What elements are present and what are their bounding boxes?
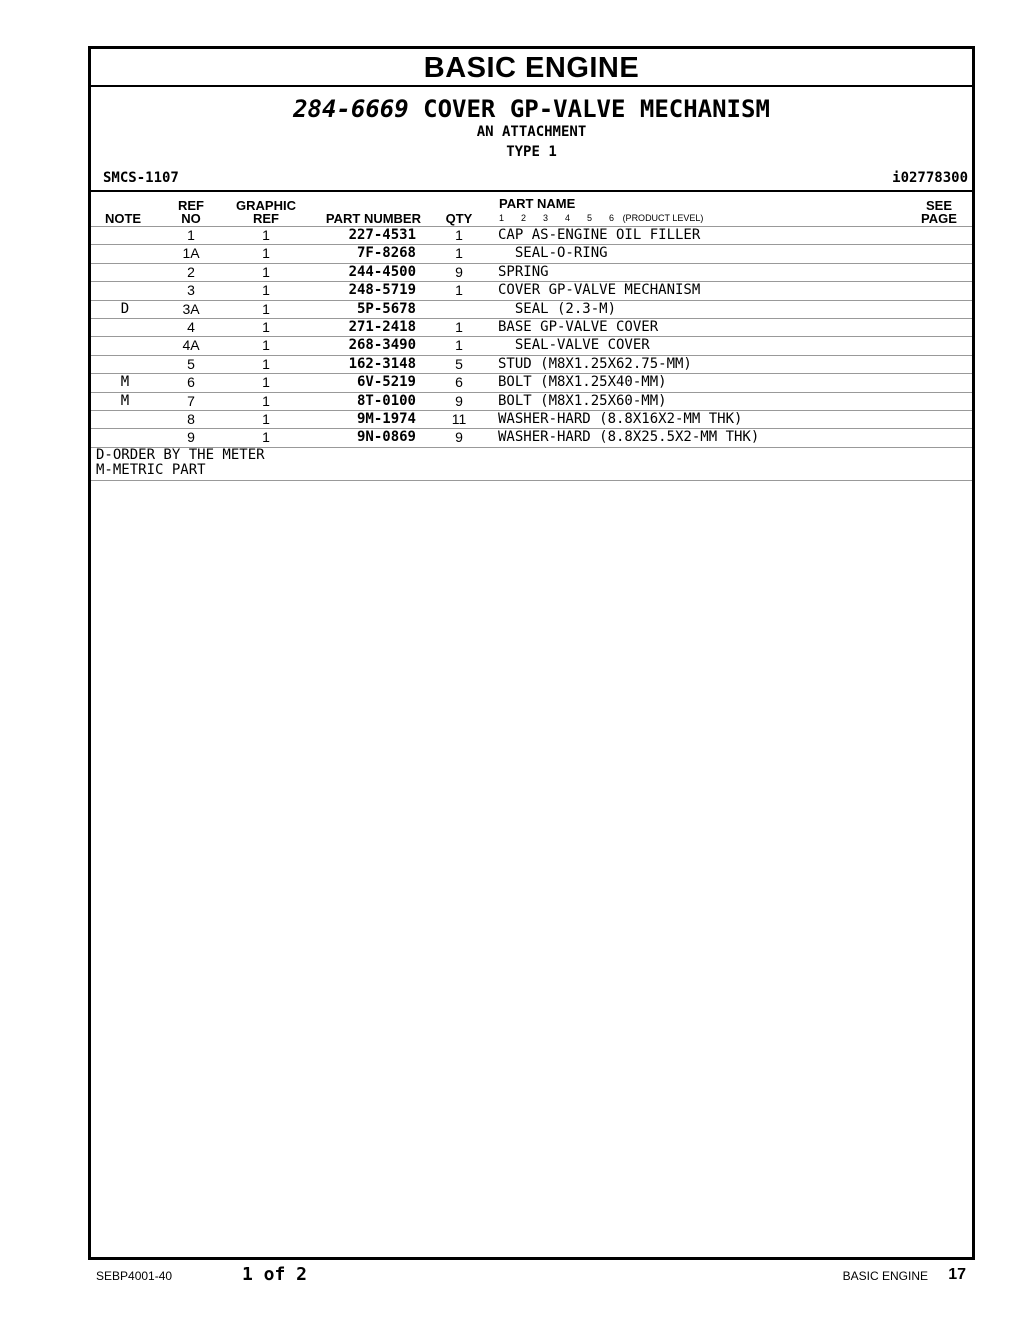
row-graphic-ref: 1 (262, 429, 270, 446)
row-part-number: 9M-1974 (356, 410, 416, 427)
row-part-number: 271-2418 (348, 318, 416, 335)
group-type-line: TYPE 1 (506, 144, 557, 160)
row-graphic-ref: 1 (262, 337, 270, 354)
row-graphic-ref: 1 (262, 392, 270, 409)
row-note: M (120, 392, 130, 409)
table-row (91, 410, 972, 428)
row-part-name: BOLT (M8X1.25X60-MM) (498, 392, 667, 409)
row-qty: 1 (455, 227, 463, 243)
row-part-name: SPRING (498, 263, 549, 280)
row-graphic-ref: 1 (262, 355, 270, 372)
row-graphic-ref: 1 (262, 374, 270, 391)
row-ref-no: 1 (187, 227, 195, 243)
section-title: BASIC ENGINE (91, 49, 972, 87)
header-rule (91, 190, 972, 192)
row-qty: 11 (451, 410, 467, 427)
product-levels (499, 213, 703, 223)
col-header-graphic-1: GRAPHIC (236, 198, 296, 213)
row-part-number: 8T-0100 (356, 392, 416, 409)
row-part-name: COVER GP-VALVE MECHANISM (498, 282, 701, 299)
smcs-code: SMCS-1107 (103, 170, 179, 186)
row-note: D (120, 300, 130, 317)
row-ref-no: 9 (187, 429, 195, 446)
row-ref-no: 2 (187, 263, 195, 280)
col-header-qty: QTY (445, 211, 473, 226)
col-header-see-1: SEE (925, 198, 952, 213)
col-header-part-name: PART NAME (499, 196, 576, 211)
notes-block (91, 447, 972, 481)
row-ref-no: 4 (187, 318, 195, 335)
row-qty: 9 (455, 429, 463, 446)
row-graphic-ref: 1 (262, 410, 270, 427)
row-part-name: CAP AS-ENGINE OIL FILLER (498, 227, 701, 243)
group-name: COVER GP-VALVE MECHANISM (423, 95, 770, 123)
row-ref-no: 3A (182, 300, 200, 317)
table-row (91, 263, 972, 281)
row-part-number: 5P-5678 (356, 300, 416, 317)
row-part-number: 248-5719 (348, 282, 416, 299)
group-part-number: 284-6669 (293, 95, 409, 123)
parts-table (91, 226, 972, 481)
row-ref-no: 8 (187, 410, 195, 427)
row-graphic-ref: 1 (262, 227, 270, 243)
product-level-label: (PRODUCT LEVEL) (622, 213, 704, 223)
row-qty: 1 (455, 318, 463, 335)
row-graphic-ref: 1 (262, 282, 270, 299)
row-ref-no: 4A (182, 337, 200, 354)
table-row (91, 281, 972, 299)
row-part-name: SEAL-O-RING (498, 245, 608, 262)
row-ref-no: 7 (187, 392, 195, 409)
table-row (91, 244, 972, 262)
footer-section-name: BASIC ENGINE (842, 1269, 928, 1283)
row-part-number: 244-4500 (348, 263, 416, 280)
row-qty: 1 (455, 337, 463, 354)
col-header-graphic-2: REF (253, 211, 279, 226)
row-ref-no: 6 (187, 374, 195, 391)
row-part-name: WASHER-HARD (8.8X16X2-MM THK) (498, 410, 743, 427)
row-ref-no: 3 (187, 282, 195, 299)
footer-page-count: 1 of 2 (242, 1264, 308, 1285)
col-header-see-2: PAGE (921, 211, 957, 226)
row-part-number: 162-3148 (348, 355, 416, 372)
row-qty: 9 (455, 392, 463, 409)
table-row (91, 355, 972, 373)
row-graphic-ref: 1 (262, 245, 270, 262)
row-ref-no: 1A (182, 245, 200, 262)
table-row (91, 318, 972, 336)
row-qty: 9 (455, 263, 463, 280)
row-part-name: WASHER-HARD (8.8X25.5X2-MM THK) (498, 429, 760, 446)
table-row (91, 336, 972, 354)
col-header-part-number: PART NUMBER (325, 211, 421, 226)
row-graphic-ref: 1 (262, 263, 270, 280)
row-graphic-ref: 1 (262, 300, 270, 317)
row-qty: 1 (455, 245, 463, 262)
col-header-note: NOTE (104, 211, 142, 226)
row-part-name: SEAL-VALVE COVER (498, 337, 650, 354)
row-graphic-ref: 1 (262, 318, 270, 335)
row-part-name: BASE GP-VALVE COVER (498, 318, 659, 335)
note-line: M-METRIC PART (96, 461, 206, 478)
row-note: M (120, 374, 130, 391)
table-row (91, 373, 972, 391)
row-part-name: SEAL (2.3-M) (498, 300, 617, 317)
note-line: D-ORDER BY THE METER (96, 446, 265, 463)
row-part-name: STUD (M8X1.25X62.75-MM) (498, 355, 692, 372)
row-part-number: 227-4531 (348, 227, 416, 243)
table-row (91, 300, 972, 318)
footer-page-number: 17 (948, 1266, 966, 1283)
row-qty: 1 (455, 282, 463, 299)
col-header-ref-2: NO (181, 211, 201, 226)
row-ref-no: 5 (187, 355, 195, 372)
row-qty: 5 (455, 355, 463, 372)
group-title (91, 95, 972, 123)
row-part-number: 268-3490 (348, 337, 416, 354)
row-part-number: 6V-5219 (356, 374, 416, 391)
table-row (91, 428, 972, 446)
footer-doc-number: SEBP4001-40 (96, 1269, 173, 1283)
row-qty: 6 (455, 374, 463, 391)
col-header-ref-1: REF (178, 198, 204, 213)
row-part-name: BOLT (M8X1.25X40-MM) (498, 374, 667, 391)
table-row (91, 392, 972, 410)
illustration-id: i02778300 (892, 170, 968, 186)
group-attachment-line: AN ATTACHMENT (476, 124, 587, 140)
product-level-numbers: 1 2 3 4 5 6 (499, 213, 615, 223)
row-part-number: 9N-0869 (356, 429, 416, 446)
table-row (91, 226, 972, 244)
parts-list-frame (88, 46, 975, 1260)
row-part-number: 7F-8268 (356, 245, 416, 262)
